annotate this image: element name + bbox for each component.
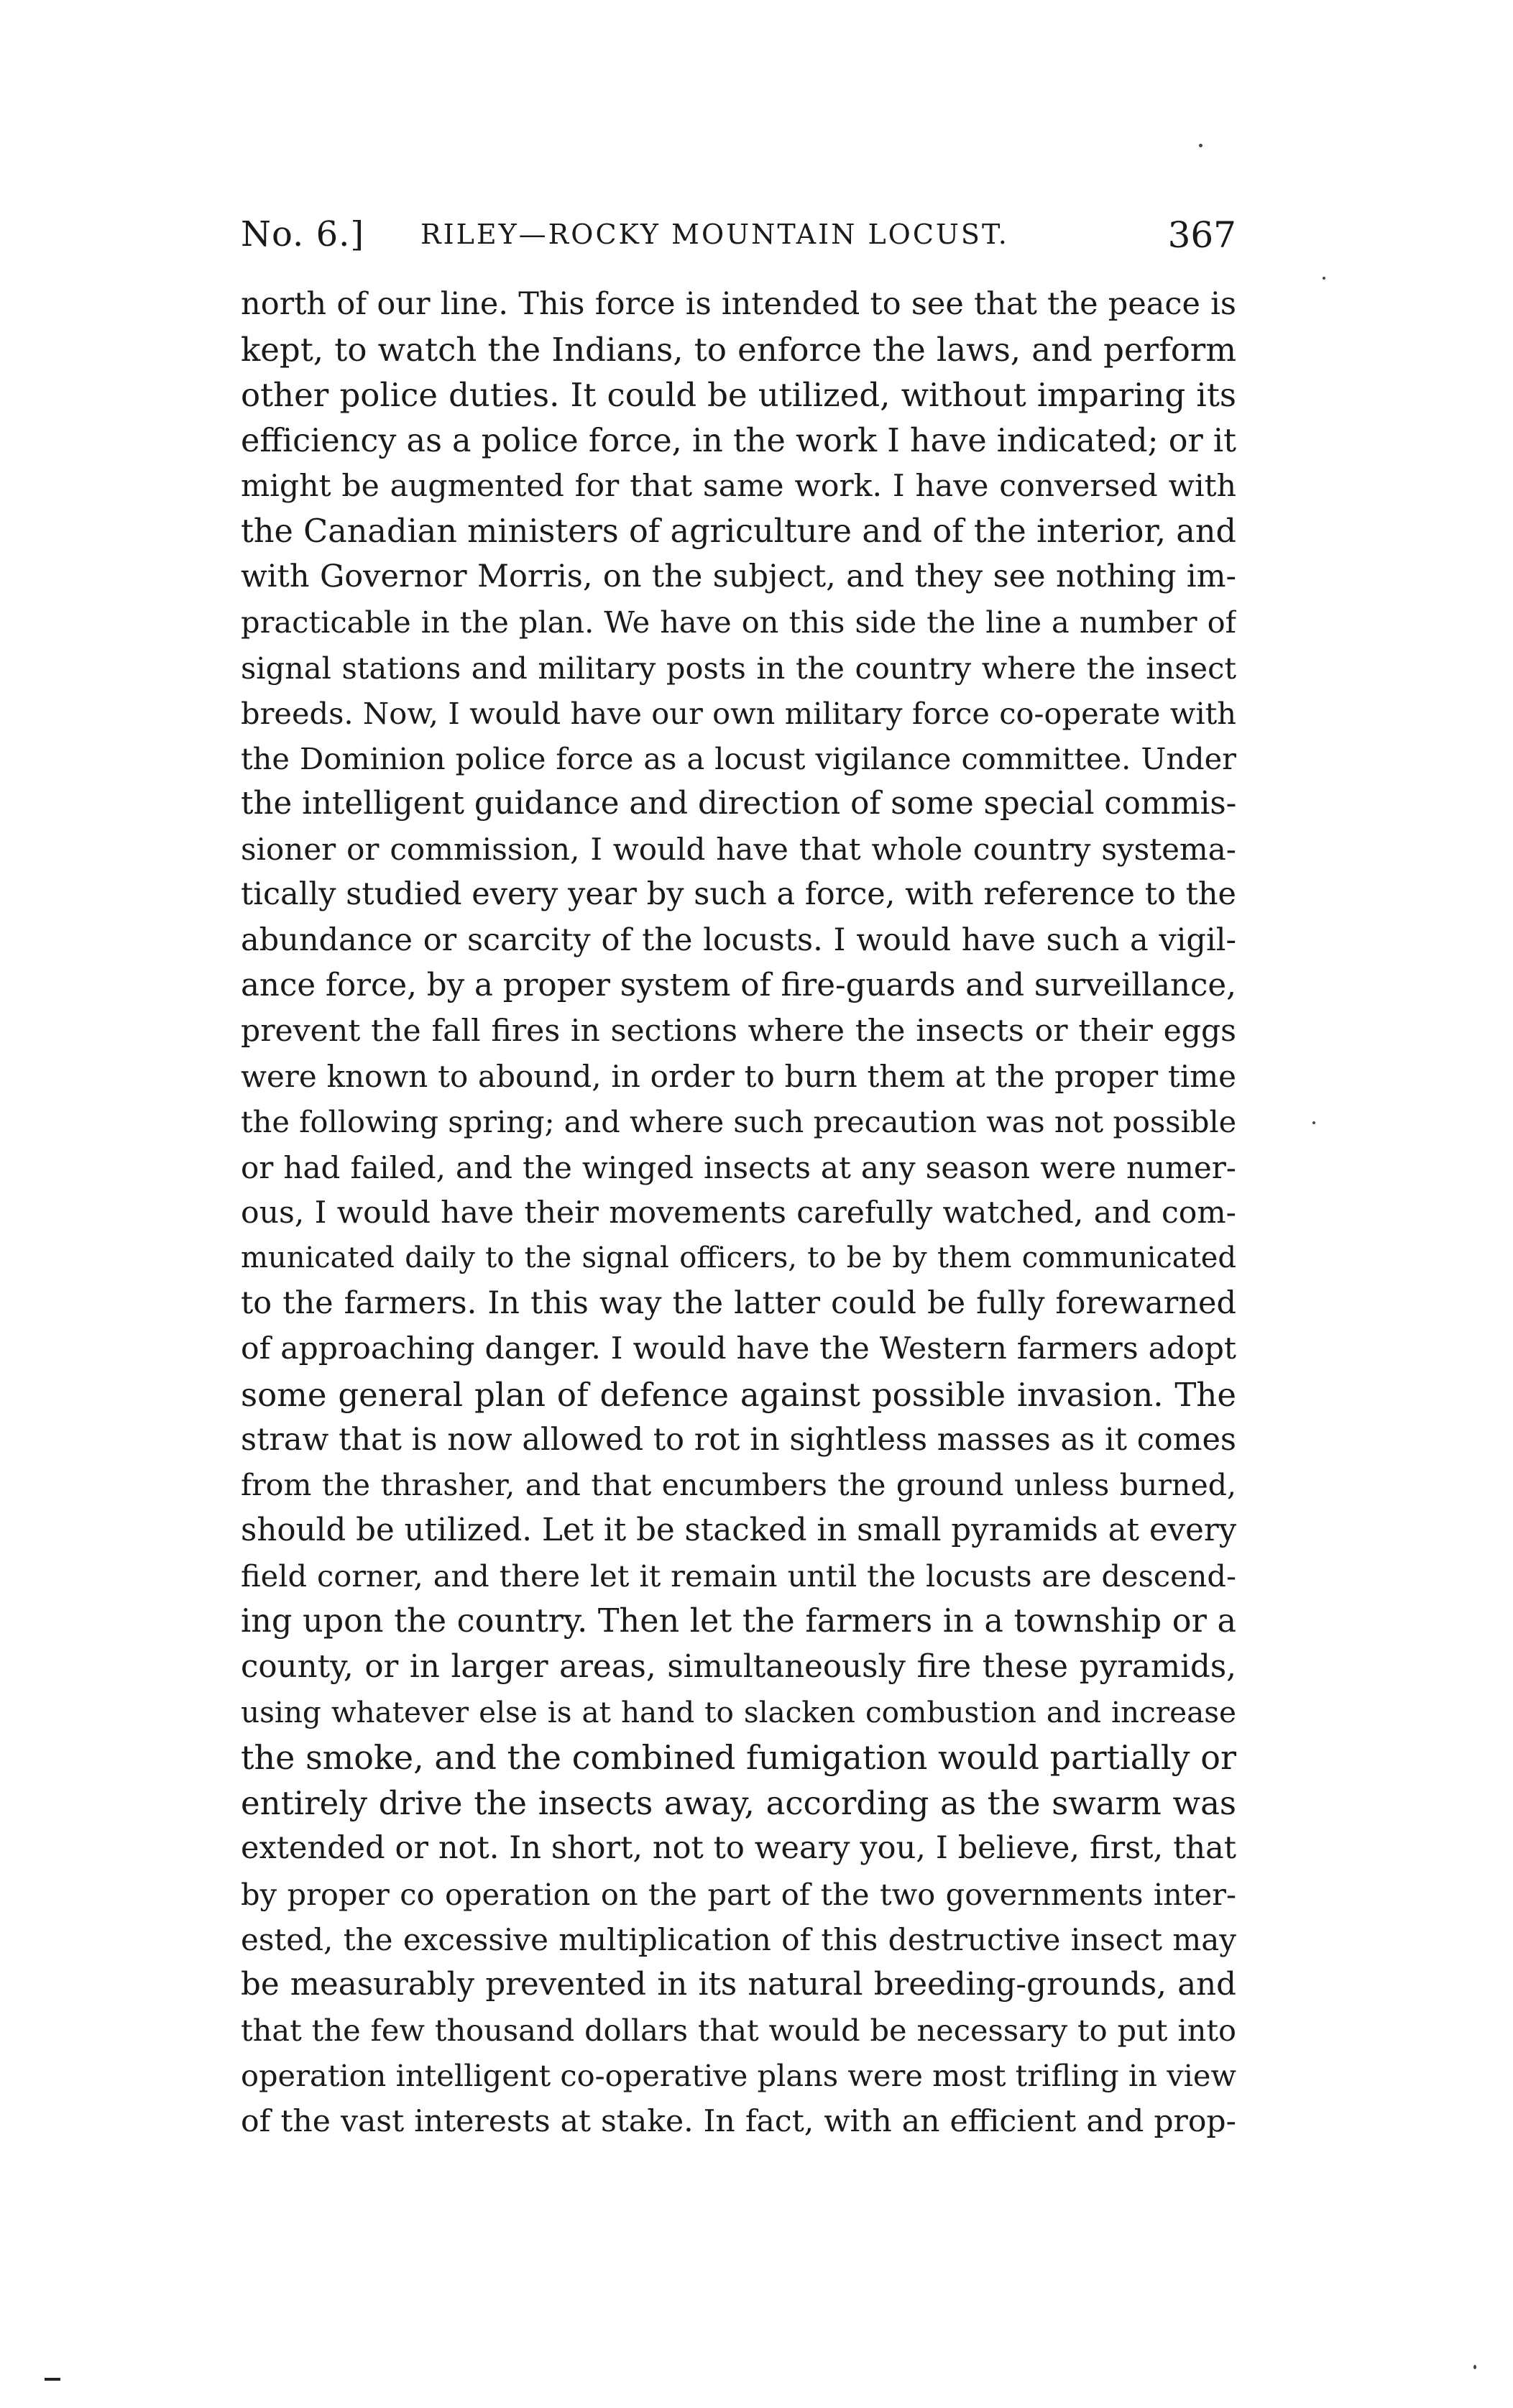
text-line: county, or in larger areas, simultaneously fire these pyramids, [241, 1648, 1236, 1685]
text-line: operation intelligent co-operative plans were most trifling in view [241, 2058, 1236, 2094]
text-line: entirely drive the insects away, according as the swarm was [241, 1784, 1236, 1823]
text-line: extended or not. In short, not to weary you, I believe, first, that [241, 1830, 1236, 1867]
scan-mark [45, 2378, 60, 2381]
scan-speck [1312, 1121, 1315, 1124]
text-line: the Canadian ministers of agriculture and of the interior, and [241, 513, 1236, 550]
text-line: efficiency as a police force, in the work I have indicated; or it [241, 422, 1236, 459]
text-line: of approaching danger. I would have the Western farmers adopt [241, 1331, 1236, 1367]
text-line: with Governor Morris, on the subject, and they see nothing im- [241, 559, 1236, 595]
text-line: might be augmented for that same work. I have conversed with [241, 468, 1236, 504]
text-line: ous, I would have their movements carefully watched, and com- [241, 1195, 1236, 1231]
issue-number: No. 6.] [241, 214, 365, 254]
text-line: other police duties. It could be utilized, without imparing its [241, 376, 1236, 415]
text-line: to the farmers. In this way the latter could be fully forewarned [241, 1285, 1236, 1322]
text-line: by proper co operation on the part of the two governments inter- [241, 1876, 1236, 1912]
scan-speck [1473, 2365, 1476, 2369]
page-number: 367 [1167, 214, 1236, 256]
body-paragraph [241, 282, 1236, 2144]
text-line: north of our line. This force is intended to see that the peace is [241, 286, 1236, 322]
text-line: abundance or scarcity of the locusts. I would have such a vigil- [241, 922, 1236, 958]
text-line: the following spring; and where such precaution was not possible [241, 1104, 1236, 1140]
text-line: were known to abound, in order to burn them at the proper time [241, 1059, 1236, 1095]
text-line: that the few thousand dollars that would be necessary to put into [241, 2013, 1236, 2049]
running-title: RILEY—ROCKY MOUNTAIN LOCUST. [420, 219, 1009, 250]
text-line: the Dominion police force as a locust vigilance committee. Under [241, 740, 1236, 776]
text-line: municated daily to the signal officers, to be by them communicated [241, 1241, 1236, 1274]
text-line: or had failed, and the winged insects at any season were numer- [241, 1149, 1236, 1185]
text-line: be measurably prevented in its natural breeding-grounds, and [241, 1966, 1236, 2003]
scan-speck [1323, 277, 1325, 280]
text-line: from the thrasher, and that encumbers the ground unless burned, [241, 1467, 1236, 1502]
text-line: breeds. Now, I would have our own military force co-operate with [241, 695, 1236, 731]
text-line: signal stations and military posts in the country where the insect [241, 650, 1236, 686]
text-line: prevent the fall fires in sections where the insects or their eggs [241, 1014, 1236, 1049]
text-line: sioner or commission, I would have that whole country systema- [241, 832, 1236, 868]
text-line: ing upon the country. Then let the farmers in a township or a [241, 1603, 1236, 1640]
text-line: of the vast interests at stake. In fact, with an efficient and prop- [241, 2103, 1236, 2139]
text-line: tically studied every year by such a force, with reference to the [241, 876, 1236, 913]
text-line: kept, to watch the Indians, to enforce the laws, and perform [241, 331, 1236, 369]
text-line: ance force, by a proper system of fire-guards and surveillance, [241, 967, 1236, 1003]
text-line: the smoke, and the combined fumigation would partially or [241, 1738, 1236, 1777]
text-line: field corner, and there let it remain until the locusts are descend- [241, 1558, 1236, 1594]
scan-speck [1199, 144, 1202, 147]
text-line: ested, the excessive multiplication of this destructive insect may [241, 1921, 1236, 1957]
running-header [241, 214, 1236, 257]
text-line: should be utilized. Let it be stacked in small pyramids at every [241, 1512, 1236, 1549]
text-line: straw that is now allowed to rot in sightless masses as it comes [241, 1421, 1236, 1458]
text-line: practicable in the plan. We have on this side the line a number of [241, 605, 1236, 640]
text-line: some general plan of defence against possible invasion. The [241, 1375, 1236, 1414]
text-line: using whatever else is at hand to slacken combustion and increase [241, 1694, 1236, 1729]
text-line: the intelligent guidance and direction of some special commis- [241, 786, 1236, 822]
